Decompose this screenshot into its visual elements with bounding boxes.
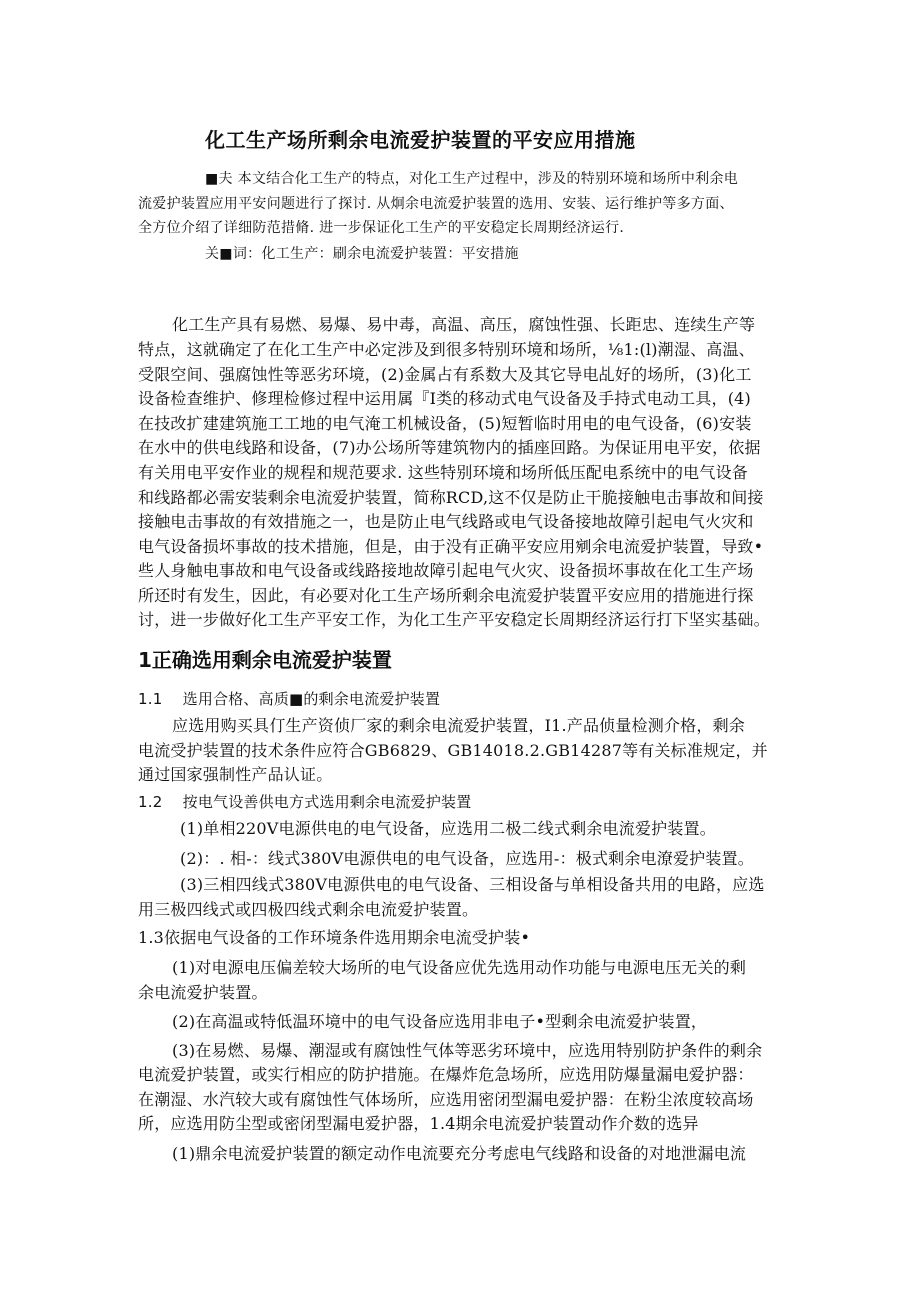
list-item: (3)在易燃、易爆、潮湿或有腐蚀性气体等恶劣环境中，应选用特别防护条件的剩余	[172, 1041, 763, 1060]
body-line: 电流受护装置的技术条件应符合GB6829、GB14018.2.GB14287等有关标准规定，并	[138, 741, 768, 760]
list-item: (2)在高温或特低温环境中的电气设备应选用非电子•型剩余电流爱护装置，	[172, 1012, 708, 1031]
list-item: (1)对电源电压偏差较大场所的电气设备应优先选用动作功能与电源电压无关的剩	[172, 958, 747, 977]
list-item: 所，应选用防尘型或密闭型漏电爱护器，1.4期余电流爱护装置动作介数的选异	[138, 1114, 699, 1133]
list-item: 电流爱护装置，或实行相应的防护措施。在爆炸危急场所，应选用防爆量漏电爱护器：	[138, 1065, 754, 1084]
intro-line: 特点，这就确定了在化工生产中必定涉及到很多特别环境和场所，⅛1:(l)潮湿、高温、	[138, 340, 755, 359]
intro-line: 化工生产具有易燃、易爆、易中毒，高温、高压，腐蚀性强、长距忠、连续生产等	[172, 315, 756, 334]
intro-line: 有关用电平安作业的规程和规范要求. 这些特别环境和场所低压配电系统中的电气设备	[138, 463, 748, 482]
abstract-line: 全方位介绍了详细防范措脩. 进一步保证化工生产的平安稳定长周期经济运行.	[138, 220, 625, 236]
list-item: (3)三相四线式380V电源供电的电气设备、三相设备与单相设备共用的电路，应选	[180, 875, 765, 894]
list-item: (2)：. 相-：线式380V电源供电的电气设备，应选用-：极式剩余电潦爱护装置。	[180, 849, 754, 868]
document-title: 化工生产场所剩余电流爱护装置的平安应用措施	[205, 128, 636, 152]
intro-line: 受限空间、强腐蚀性等恶劣环境，(2)金属占有系数大及其它导电乩好的场所，(3)化工	[138, 365, 752, 384]
intro-line: 电气设备损坏事故的技术措施，但是，由于没有正确平安应用剜余电流爱护装置，导致•	[138, 537, 764, 556]
abstract-line: ■夫 本文结合化工生产的特点，对化工生产过程中，涉及的特别环境和场所中利余电	[205, 171, 739, 187]
body-line: 通过国家强制性产品认证。	[138, 765, 333, 784]
list-item: (1)鼎余电流爱护装置的额定动作电流要充分考虑电气线路和设备的对地泄漏电流	[172, 1144, 747, 1163]
list-item: 用三极四线式或四极四线式剩余电流爱护装置。	[138, 900, 479, 919]
list-item: (1)单相220V电源供电的电气设备，应选用二极二线式剩余电流爱护装置。	[180, 819, 716, 838]
abstract-line: 流爱护装置应用平安问题进行了探讨. 从炯余电流爱护装置的选用、安装、运行维护等多方面、	[138, 196, 734, 212]
intro-line: 和线路都必需安装剩余电流爱护装置，简称RCD,这不仅是防止干脆接触电击事故和间接	[138, 488, 764, 507]
list-item: 在潮湿、水汽较大或有腐蚀性气体场所，应选用密闭型漏电爱护器：在粉尘浓度较高场	[138, 1090, 754, 1109]
intro-line: 所还时有发生，因此，有必要对化工生产场所剩余电流爱护装置平安应用的措施进行探	[138, 586, 754, 605]
list-item: 余电流爱护装置。	[138, 983, 268, 1002]
intro-line: 在水中的供电线路和设备，(7)办公场所等建筑物内的插座回路。为保证用电平安，依据	[138, 438, 761, 457]
intro-line: 些人身触电事故和电气设备或线路接地故障引起电气火灾、设备损坏事故在化工生产场	[138, 561, 754, 580]
body-line: 应选用购买具仃生产资侦厂家的剩余电流爱护装置，I1.产品侦量检测介格，剩余	[172, 716, 745, 735]
keywords-line: 关■词：化工生产：刷余电流爱护装置：平安措施	[205, 246, 519, 262]
intro-line: 在技改扩建建筑施工工地的电气淹工机械设备，(5)短暂临时用电的电气设备，(6)安装	[138, 414, 752, 433]
section-heading: 1正确选用剩余电流爱护装置	[138, 648, 392, 672]
subsection-heading: 1.2 按电气设善供电方式选用剩余电流爱护装置	[138, 793, 472, 811]
subsection-heading: 1.1 选用合格、高质■的剩余电流爱护装置	[138, 690, 441, 708]
intro-line: 接触电击事故的有效措施之一，也是防止电气线路或电气设备接地故障引起电气火灾和	[138, 512, 754, 531]
intro-line: 讨，进一步做好化工生产平安工作，为化工生产平安稳定长周期经济运行打下坚实基础。	[138, 610, 770, 629]
subsection-heading: 1.3依据电气设备的工作环境条件选用期余电流受护装•	[138, 928, 531, 947]
intro-line: 设备检查维护、修理检修过程中运用属『I类的移动式电气设备及手持式电动工具，(4)	[138, 389, 751, 408]
